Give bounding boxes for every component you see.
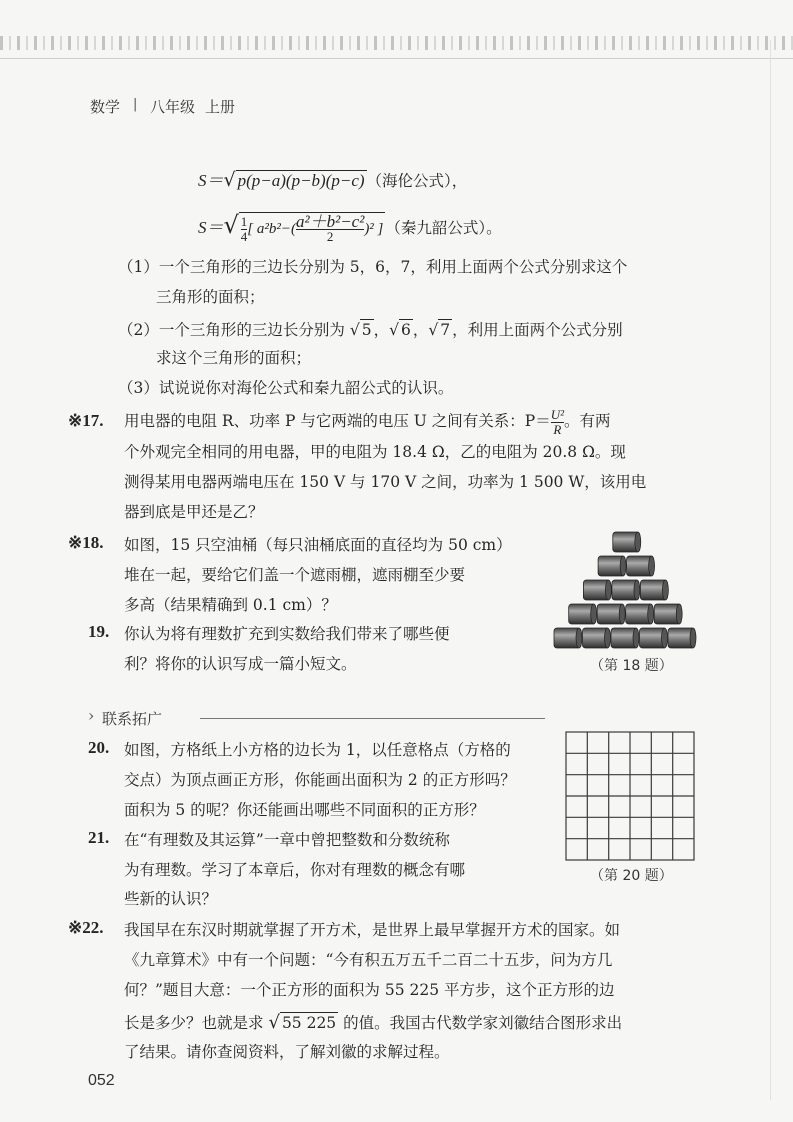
scan-artifact-top (0, 36, 793, 50)
oil-barrel-end (690, 628, 696, 648)
oil-barrel-end (591, 604, 597, 624)
oil-barrel-end (605, 628, 611, 648)
chevron-right-icon: › (88, 706, 95, 725)
q16-radicand-2: 6 (400, 321, 411, 339)
q17-frac-den: R (551, 422, 564, 437)
q22-line4 (124, 1012, 622, 1033)
oil-barrel-end (605, 580, 611, 600)
q16-radicand-3: 7 (440, 321, 451, 339)
section-title: 联系拓广 (102, 710, 163, 728)
oil-barrel-end (635, 532, 641, 552)
q22-line2: 《九章算术》中有一个问题：“今有积五万五千二百二十五步，问为方几 (124, 951, 613, 969)
sqrt-sign: √ (223, 211, 239, 239)
oil-barrel-end (633, 628, 639, 648)
q21-line2: 为有理数。学习了本章后，你对有理数的概念有哪 (124, 861, 466, 879)
qin-inner-frac-num: a²＋b²−c² (296, 211, 365, 231)
q22-line1: 我国早在东汉时期就掌握了开方术，是世界上最早掌握开方术的国家。如 (124, 921, 621, 939)
header-grade: 八年级 (150, 98, 196, 116)
q16-part1-line2: 三角形的面积； (156, 288, 265, 306)
q18-line2: 堆在一起，要给它们盖一个遮雨棚，遮雨棚至少要 (124, 566, 466, 584)
q17-frac (551, 408, 564, 437)
q18-line1: 如图，15 只空油桶（每只油桶底面的直径均为 50 cm） (124, 536, 512, 554)
q17-line2: 个外观完全相同的用电器，甲的电阻为 18.4 Ω，乙的电阻为 20.8 Ω。现 (124, 443, 626, 461)
q22-line4-text: 长是多少？也就是求 (124, 1014, 264, 1032)
q18-number: ※18. (68, 533, 104, 552)
q17-line3: 测得某用电器两端电压在 150 V 与 170 V 之间，功率为 1 500 W，该用电 (124, 473, 647, 491)
sqrt-sign: √ (349, 321, 360, 339)
heron-radicand: p(p−a)(p−b)(p−c) (237, 171, 365, 190)
heron-note: （海伦公式）， (366, 172, 468, 190)
qin-radicand (239, 212, 386, 244)
q22-line4-tail: 的值。我国古代数学家刘徽结合图形求出 (343, 1014, 623, 1032)
heron-lhs: S＝ (198, 171, 224, 190)
oil-barrel-end (662, 580, 668, 600)
oil-barrel-end (620, 556, 626, 576)
oil-barrel-end (676, 604, 682, 624)
oil-barrel-end (662, 628, 668, 648)
qin-formula (198, 210, 502, 244)
section-divider (200, 718, 545, 719)
qin-note: （秦九韶公式）。 (385, 219, 502, 237)
page-number: 052 (88, 1072, 115, 1089)
oil-barrel-end (634, 580, 640, 600)
q17-number: ※17. (68, 411, 104, 430)
heron-formula (198, 170, 467, 191)
q21-number: 21. (88, 828, 110, 847)
q17-line1-text: 用电器的电阻 R、功率 P 与它两端的电压 U 之间有关系：P＝ (124, 412, 551, 430)
qin-frac-den: 4 (240, 228, 248, 244)
q16-part2-tail: ，利用上面两个公式分别 (452, 321, 623, 339)
qin-inner-right: )² ] (364, 221, 384, 237)
header-separator: | (133, 97, 138, 112)
q17-line4: 器到底是甲还是乙？ (124, 503, 264, 521)
qin-frac-num: 1 (240, 213, 248, 229)
q21-line3: 些新的认识？ (124, 890, 218, 908)
qin-inner-frac-den: 2 (296, 229, 364, 244)
q19-line2: 利？将你的认识写成一篇小短文。 (124, 655, 357, 673)
q22-line3: 何？”题目大意：一个正方形的面积为 55 225 平方步，这个正方形的边 (124, 981, 615, 999)
oil-barrel-end (649, 556, 655, 576)
oil-barrels-figure (550, 520, 700, 652)
q16-part3: （3）试说说你对海伦公式和秦九韶公式的认识。 (118, 379, 454, 397)
q19-line1: 你认为将有理数扩充到实数给我们带来了哪些便 (124, 625, 450, 643)
q22-radicand: 55 225 (281, 1014, 337, 1032)
q20-line3: 面积为 5 的呢？你还能画出哪些不同面积的正方形？ (124, 801, 485, 819)
q17-line1 (124, 406, 611, 437)
q18-line3: 多高（结果精确到 0.1 cm）？ (124, 596, 337, 614)
oil-barrel-end (619, 604, 625, 624)
sqrt-sign: √ (389, 321, 399, 339)
sqrt-sign: √ (268, 1012, 280, 1033)
q16-radicand-1: 5 (361, 321, 372, 339)
qin-inner-frac (296, 211, 365, 244)
header-subject: 数学 (90, 98, 121, 116)
q19-number: 19. (88, 622, 110, 641)
q22-number: ※22. (68, 918, 104, 937)
q20-line1: 如图，方格纸上小方格的边长为 1，以任意格点（方格的 (124, 741, 511, 759)
q16-part2-line2: 求这个三角形的面积； (156, 349, 312, 367)
oil-barrel-end (648, 604, 654, 624)
grid-paper-figure (565, 731, 695, 861)
q16-part1-line1: （1）一个三角形的三边长分别为 5，6，7，利用上面两个公式分别求这个 (118, 258, 628, 276)
q20-number: 20. (88, 738, 110, 757)
header-volume: 上册 (205, 98, 236, 116)
q20-caption: （第 20 题） (590, 868, 673, 884)
q20-line2: 交点）为顶点画正方形，你能画出面积为 2 的正方形吗？ (124, 771, 516, 789)
q16-part2-line1: （2）一个三角形的三边长分别为 √ 5 ，√ 6 ，√ 7 ，利用上面两个公式分别 (118, 321, 623, 339)
sqrt-sign: √ (223, 169, 236, 191)
oil-barrel-end (576, 628, 582, 648)
qin-lhs: S＝ (198, 218, 224, 237)
q17-line1-tail: 。有两 (564, 412, 611, 430)
q17-frac-num: U² (550, 406, 565, 422)
q22-line5: 了结果。请你查阅资料，了解刘徽的求解过程。 (124, 1043, 450, 1061)
q18-caption: （第 18 题） (590, 658, 673, 674)
q21-line1: 在“有理数及其运算”一章中曾把整数和分数统称 (124, 831, 450, 849)
page-edge (770, 40, 771, 1100)
sqrt-sign: √ (428, 321, 439, 339)
qin-inner-left: [ a²b²−( (247, 221, 296, 237)
scan-artifact-rule (0, 58, 793, 59)
q16-part2-text: （2）一个三角形的三边长分别为 (118, 321, 345, 339)
